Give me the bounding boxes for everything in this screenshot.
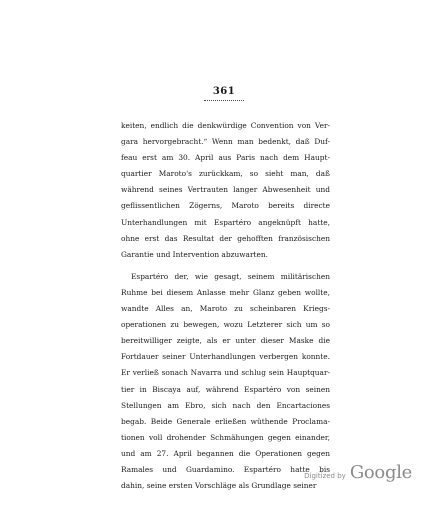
text-line: Ruhme bei diesem Anlasse mehr Glanz geben wollte, <box>121 287 330 297</box>
text-line: keiten, endlich die denkwürdige Convention von Ver- <box>121 121 330 130</box>
text-line: Er verließ sonach Navarra und schlug sein Hauptquar- <box>121 368 330 378</box>
text-line: bereitwilliger zeigte, als er unter dieser Maske die <box>121 336 330 346</box>
text-line: Ramales und Guardamino. Espartéro hatte bis <box>121 464 330 474</box>
text-line: und am 27. April begannen die Operationen gegen <box>121 448 330 458</box>
text-line: tionen voll drohender Schmähungen gegen einander, <box>121 432 330 442</box>
text-line: quartier Maroto's zurückkam, so sieht man, daß <box>121 169 330 179</box>
text-line: feau erst am 30. April aus Paris nach dem Haupt- <box>121 153 330 163</box>
text-line: während seines Vertrauten langer Abwesenheit und <box>121 185 330 195</box>
google-logo: Google <box>349 462 412 483</box>
text-line: ohne erst das Resultat der gehofften französischen <box>121 233 330 243</box>
body-text <box>121 118 330 494</box>
text-line: tier in Biscaya auf, während Espartéro von seinen <box>121 384 330 394</box>
text-line: geflissentlichen Zögerns, Maroto bereits directe <box>121 201 330 211</box>
text-line: Garantie und Intervention abzuwarten. <box>121 249 268 259</box>
text-line: dahin, seine ersten Vorschläge als Grundlage seiner <box>121 481 317 491</box>
paragraph <box>121 269 330 494</box>
text-line: begab. Beide Generale erließen wüthende Proclama- <box>121 416 330 426</box>
text-line: wandte Alles an, Maroto zu scheinbaren Kriegs- <box>121 304 330 314</box>
page-number: 361 <box>212 86 236 97</box>
digitized-by-label: Digitized by <box>304 472 346 480</box>
text-line: gara hervorgebracht.“ Wenn man bedenkt, daß Duf- <box>121 137 330 147</box>
google-watermark <box>304 462 412 483</box>
text-line: operationen zu bewegen, wozu Letzterer sich um so <box>121 320 330 330</box>
paragraph <box>121 118 330 263</box>
text-line: Stellungen am Ebro, sich nach den Encartaciones <box>121 400 330 410</box>
text-line: Espartéro der, wie gesagt, seinem militärischen <box>131 271 330 281</box>
page-number-rule <box>204 100 244 101</box>
text-line: Fortdauer seiner Unterhandlungen verbergen konnte. <box>121 352 330 362</box>
text-line: Unterhandlungen mit Espartéro angeknüpft hatte, <box>121 217 330 227</box>
